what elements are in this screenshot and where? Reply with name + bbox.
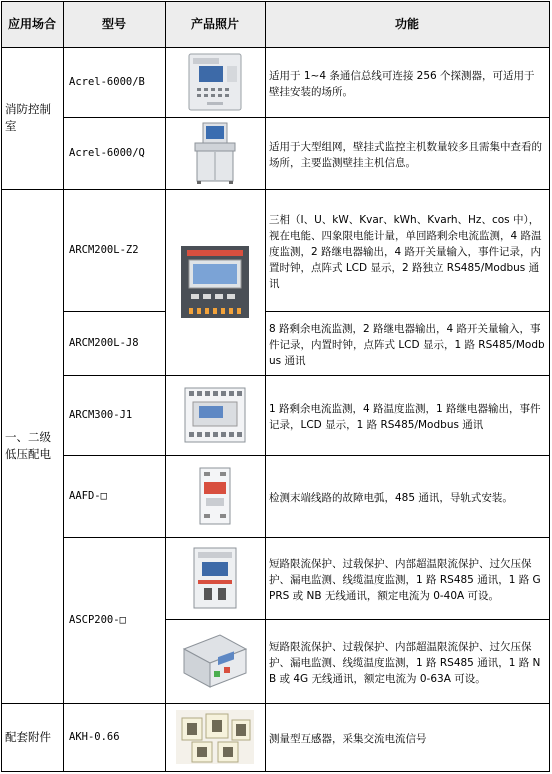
photo-acrel-6000-b bbox=[165, 47, 265, 117]
header-model: 型号 bbox=[63, 1, 165, 47]
table-rule bbox=[63, 1, 64, 772]
table-rule bbox=[63, 537, 550, 538]
function-ascp200-63a: 短路限流保护、过载保护、内部超温限流保护、过欠压保护、漏电监测、线缆温度监测，1 路 RS485 通讯，1 路 NB 或 4G 无线通讯，额定电流为 0-63A 可设。 bbox=[269, 640, 541, 685]
table-rule bbox=[1, 189, 550, 190]
photo-ascp200-40a bbox=[165, 537, 265, 619]
model-aafd: AAFD-□ bbox=[69, 490, 107, 502]
cabinet-fire-host-icon bbox=[189, 121, 241, 185]
function-akh-066: 测量型互感器，采集交流电流信号 bbox=[269, 732, 427, 745]
group-power-distribution: 一、二级低压配电 bbox=[5, 430, 51, 461]
function-arcm200l-j8: 8 路剩余电流监测，2 路继电器输出，4 路开关量输入，事件记录，内置时钟，点阵式 LCD 显示，1 路 RS485/Modbus 通讯 bbox=[269, 322, 545, 367]
model-acrel-6000-b: Acrel-6000/B bbox=[69, 76, 145, 88]
table-rule bbox=[165, 1, 166, 772]
table-rule bbox=[63, 455, 550, 456]
photo-arcm300-j1 bbox=[165, 375, 265, 455]
wall-mount-fire-host-icon bbox=[187, 52, 243, 112]
group-accessories: 配套附件 bbox=[5, 729, 51, 744]
table-rule bbox=[265, 1, 266, 772]
header-application: 应用场合 bbox=[1, 1, 63, 47]
table-rule bbox=[165, 619, 550, 620]
table-rule bbox=[63, 311, 165, 312]
function-ascp200-40a: 短路限流保护、过载保护、内部超温限流保护、过欠压保护、漏电监测、线缆温度监测，1 路 RS485 通讯，1 路 GPRS 或 NB 无线通讯，额定电流为 0-40A 可设。 bbox=[269, 557, 541, 602]
function-aafd: 检测末端线路的故障电弧，485 通讯，导轨式安装。 bbox=[269, 491, 513, 504]
protector-40a-icon bbox=[190, 546, 240, 610]
table-rule bbox=[63, 117, 550, 118]
current-transformer-icon bbox=[176, 710, 254, 764]
din-rail-meter-icon bbox=[183, 386, 247, 444]
model-acrel-6000-q: Acrel-6000/Q bbox=[69, 147, 145, 159]
group-fire-control-room: 消防控制室 bbox=[5, 102, 51, 133]
photo-acrel-6000-q bbox=[165, 117, 265, 189]
model-arcm300-j1: ARCM300-J1 bbox=[69, 409, 133, 421]
table-rule bbox=[1, 47, 550, 48]
table-border-top bbox=[1, 1, 550, 2]
photo-aafd bbox=[165, 455, 265, 537]
table-border-left bbox=[1, 1, 2, 772]
function-arcm200l-z2: 三相（I、U、kW、Kvar、kWh、Kvarh、Hz、cos 中），视在电能、四象限电能计量，单回路剩余电流监测，4 路温度监测，2 路继电器输出，4 路开关量输入，事件记录，内置时钟，点阵式 LCD 显示，2 路独立 RS485/Modbus 通讯 bbox=[269, 213, 542, 290]
function-arcm300-j1: 1 路剩余电流监测，4 路温度监测，1 路继电器输出，事件记录，LCD 显示，1 路 RS485/Modbus 通讯 bbox=[269, 402, 541, 431]
header-photo: 产品照片 bbox=[165, 1, 265, 47]
photo-akh-066 bbox=[165, 703, 265, 771]
product-table bbox=[1, 1, 549, 771]
model-akh-066: AKH-0.66 bbox=[69, 731, 120, 743]
table-border-right bbox=[549, 1, 550, 772]
function-acrel-6000-b: 适用于 1~4 条通信总线可连接 256 个探测器，可适用于壁挂安装的场所。 bbox=[269, 69, 535, 98]
table-border-bottom bbox=[1, 771, 550, 772]
protector-63a-icon bbox=[180, 631, 250, 691]
table-rule bbox=[63, 375, 550, 376]
table-rule bbox=[1, 703, 550, 704]
table-rule bbox=[265, 311, 550, 312]
panel-meter-icon bbox=[175, 244, 255, 320]
model-arcm200l-z2: ARCM200L-Z2 bbox=[69, 244, 139, 256]
model-ascp200: ASCP200-□ bbox=[69, 614, 126, 626]
model-arcm200l-j8: ARCM200L-J8 bbox=[69, 337, 139, 349]
photo-arcm200l bbox=[165, 189, 265, 375]
function-acrel-6000-q: 适用于大型组网，壁挂式监控主机数量较多且需集中查看的场所，主要监测壁挂主机信息。 bbox=[269, 140, 542, 169]
arc-fault-detector-icon bbox=[196, 466, 234, 526]
header-function: 功能 bbox=[265, 1, 549, 47]
photo-ascp200-63a bbox=[165, 619, 265, 703]
